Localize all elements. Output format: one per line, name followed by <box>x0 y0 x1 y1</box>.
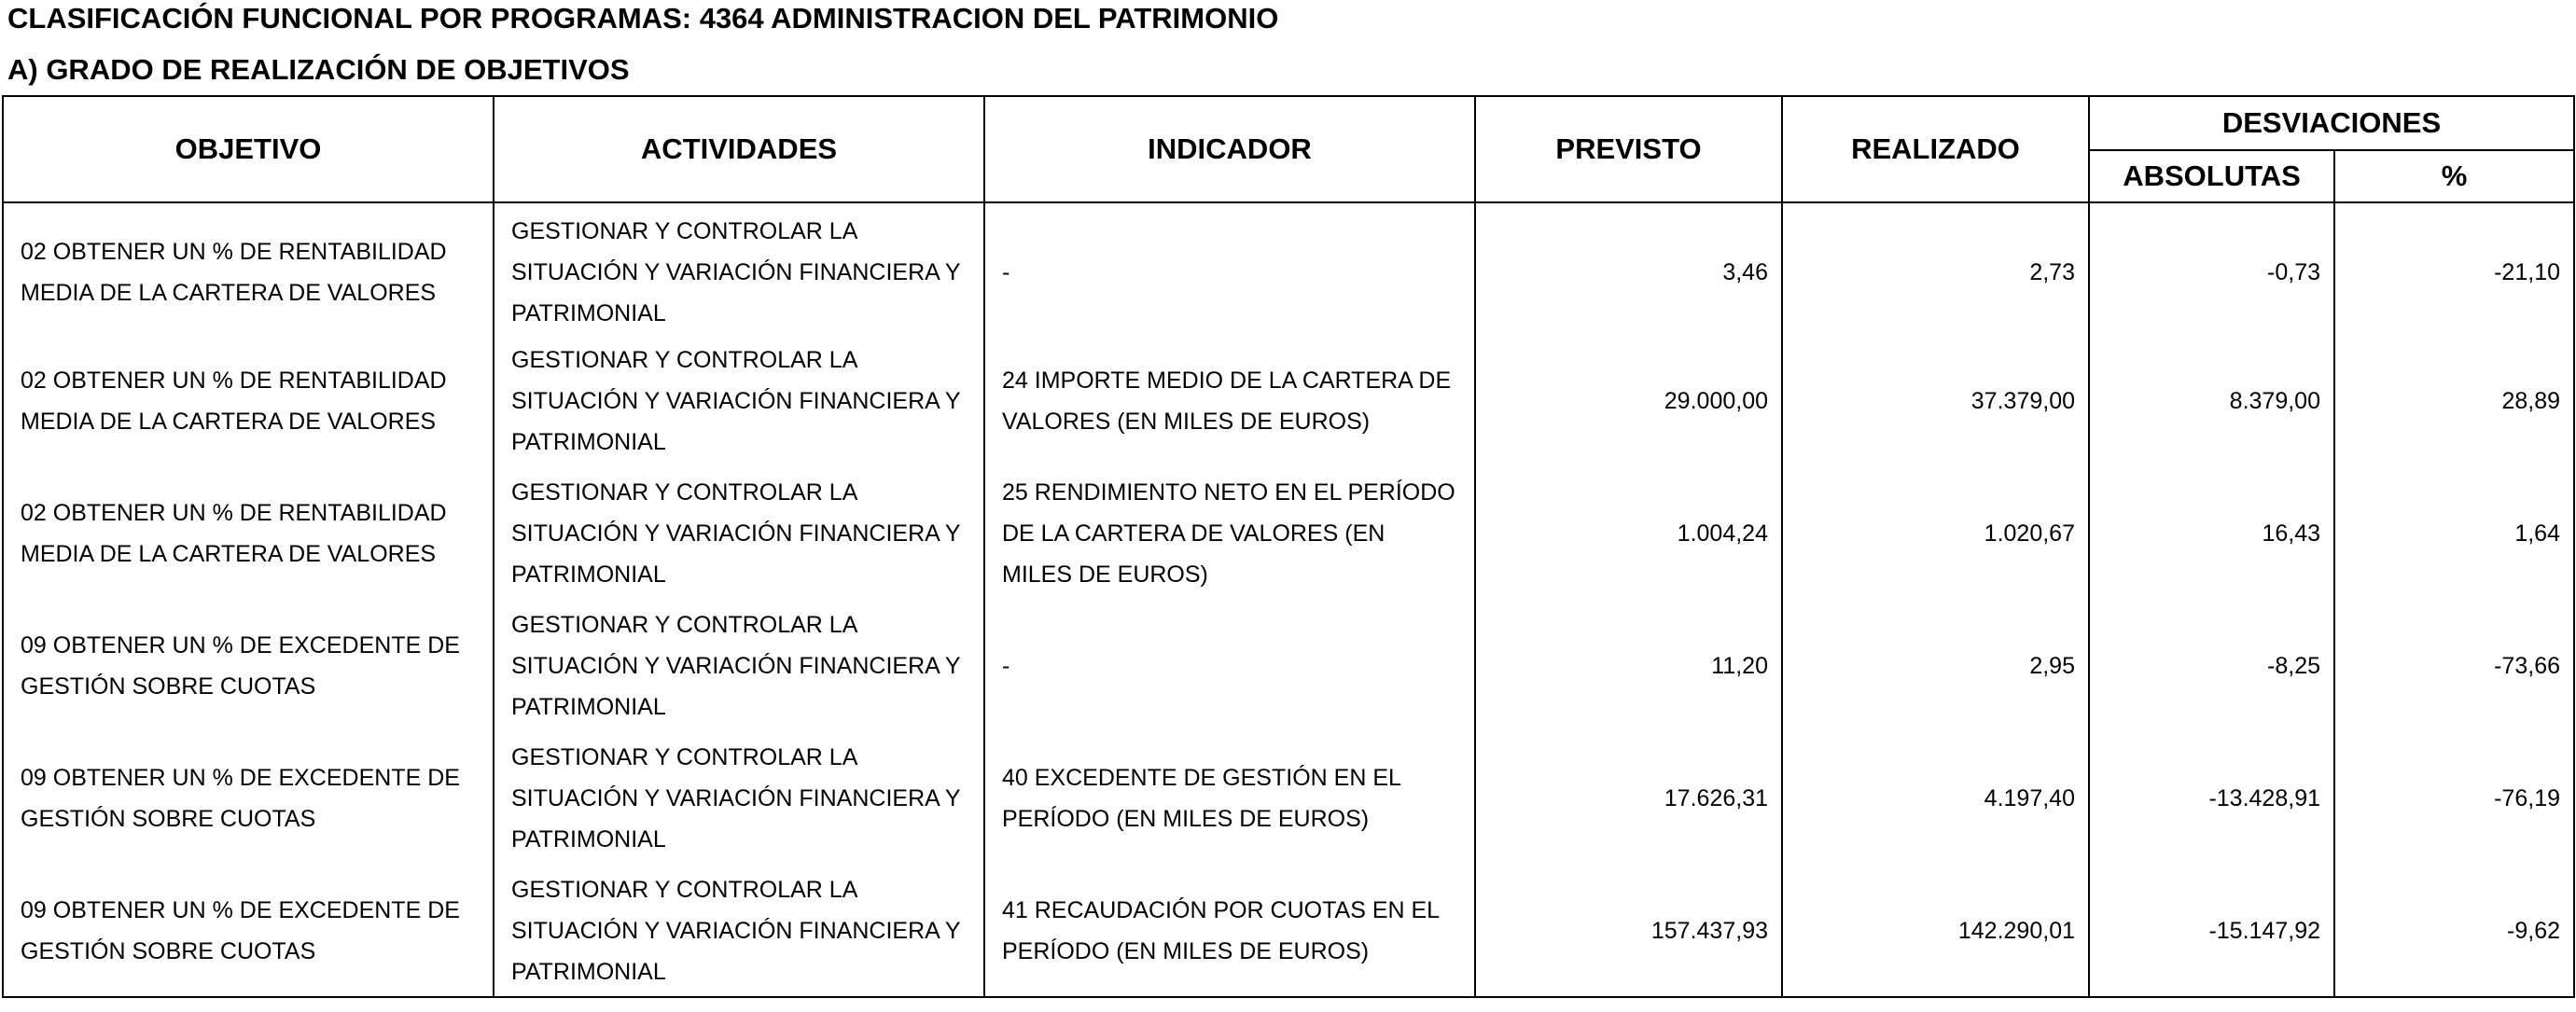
cell-objetivo: 09 OBTENER UN % DE EXCEDENTE DE GESTIÓN SOBRE CUOTAS <box>3 732 494 865</box>
cell-absolutas: 8.379,00 <box>2089 335 2334 467</box>
cell-previsto: 157.437,93 <box>1475 865 1782 997</box>
cell-absolutas: -8,25 <box>2089 600 2334 732</box>
cell-porcentaje: 1,64 <box>2334 467 2574 600</box>
cell-indicador: - <box>984 202 1475 335</box>
cell-previsto: 17.626,31 <box>1475 732 1782 865</box>
header-objetivo: OBJETIVO <box>3 96 494 202</box>
cell-objetivo: 09 OBTENER UN % DE EXCEDENTE DE GESTIÓN SOBRE CUOTAS <box>3 600 494 732</box>
table-row <box>3 732 2574 865</box>
cell-realizado: 142.290,01 <box>1782 865 2089 997</box>
cell-indicador: 41 RECAUDACIÓN POR CUOTAS EN EL PERÍODO (EN MILES DE EUROS) <box>984 865 1475 997</box>
cell-objetivo: 02 OBTENER UN % DE RENTABILIDAD MEDIA DE LA CARTERA DE VALORES <box>3 335 494 467</box>
cell-absolutas: -0,73 <box>2089 202 2334 335</box>
cell-absolutas: -15.147,92 <box>2089 865 2334 997</box>
cell-previsto: 11,20 <box>1475 600 1782 732</box>
header-porcentaje: % <box>2334 150 2574 202</box>
cell-objetivo: 02 OBTENER UN % DE RENTABILIDAD MEDIA DE LA CARTERA DE VALORES <box>3 467 494 600</box>
cell-indicador: 40 EXCEDENTE DE GESTIÓN EN EL PERÍODO (EN MILES DE EUROS) <box>984 732 1475 865</box>
cell-indicador: 24 IMPORTE MEDIO DE LA CARTERA DE VALORES (EN MILES DE EUROS) <box>984 335 1475 467</box>
header-actividades: ACTIVIDADES <box>494 96 984 202</box>
cell-actividades: GESTIONAR Y CONTROLAR LA SITUACIÓN Y VARIACIÓN FINANCIERA Y PATRIMONIAL <box>494 600 984 732</box>
objectives-table <box>2 95 2575 998</box>
table-row <box>3 335 2574 467</box>
cell-previsto: 3,46 <box>1475 202 1782 335</box>
cell-porcentaje: -76,19 <box>2334 732 2574 865</box>
cell-actividades: GESTIONAR Y CONTROLAR LA SITUACIÓN Y VARIACIÓN FINANCIERA Y PATRIMONIAL <box>494 865 984 997</box>
table-row <box>3 467 2574 600</box>
cell-previsto: 29.000,00 <box>1475 335 1782 467</box>
cell-objetivo: 02 OBTENER UN % DE RENTABILIDAD MEDIA DE LA CARTERA DE VALORES <box>3 202 494 335</box>
cell-porcentaje: -73,66 <box>2334 600 2574 732</box>
document-title: CLASIFICACIÓN FUNCIONAL POR PROGRAMAS: 4364 ADMINISTRACION DEL PATRIMONIO <box>7 2 1279 35</box>
header-previsto: PREVISTO <box>1475 96 1782 202</box>
cell-realizado: 37.379,00 <box>1782 335 2089 467</box>
cell-actividades: GESTIONAR Y CONTROLAR LA SITUACIÓN Y VARIACIÓN FINANCIERA Y PATRIMONIAL <box>494 202 984 335</box>
header-row <box>3 96 2574 150</box>
section-subtitle: A) GRADO DE REALIZACIÓN DE OBJETIVOS <box>7 53 630 86</box>
cell-actividades: GESTIONAR Y CONTROLAR LA SITUACIÓN Y VARIACIÓN FINANCIERA Y PATRIMONIAL <box>494 732 984 865</box>
cell-absolutas: -13.428,91 <box>2089 732 2334 865</box>
cell-porcentaje: -21,10 <box>2334 202 2574 335</box>
cell-objetivo: 09 OBTENER UN % DE EXCEDENTE DE GESTIÓN SOBRE CUOTAS <box>3 865 494 997</box>
cell-indicador: - <box>984 600 1475 732</box>
cell-porcentaje: -9,62 <box>2334 865 2574 997</box>
table-row <box>3 865 2574 997</box>
cell-realizado: 4.197,40 <box>1782 732 2089 865</box>
cell-absolutas: 16,43 <box>2089 467 2334 600</box>
cell-previsto: 1.004,24 <box>1475 467 1782 600</box>
table-row <box>3 202 2574 335</box>
table-row <box>3 600 2574 732</box>
header-absolutas: ABSOLUTAS <box>2089 150 2334 202</box>
cell-actividades: GESTIONAR Y CONTROLAR LA SITUACIÓN Y VARIACIÓN FINANCIERA Y PATRIMONIAL <box>494 467 984 600</box>
cell-actividades: GESTIONAR Y CONTROLAR LA SITUACIÓN Y VARIACIÓN FINANCIERA Y PATRIMONIAL <box>494 335 984 467</box>
cell-porcentaje: 28,89 <box>2334 335 2574 467</box>
cell-realizado: 1.020,67 <box>1782 467 2089 600</box>
cell-indicador: 25 RENDIMIENTO NETO EN EL PERÍODO DE LA CARTERA DE VALORES (EN MILES DE EUROS) <box>984 467 1475 600</box>
header-desviaciones: DESVIACIONES <box>2089 96 2574 150</box>
cell-realizado: 2,73 <box>1782 202 2089 335</box>
header-indicador: INDICADOR <box>984 96 1475 202</box>
header-realizado: REALIZADO <box>1782 96 2089 202</box>
cell-realizado: 2,95 <box>1782 600 2089 732</box>
